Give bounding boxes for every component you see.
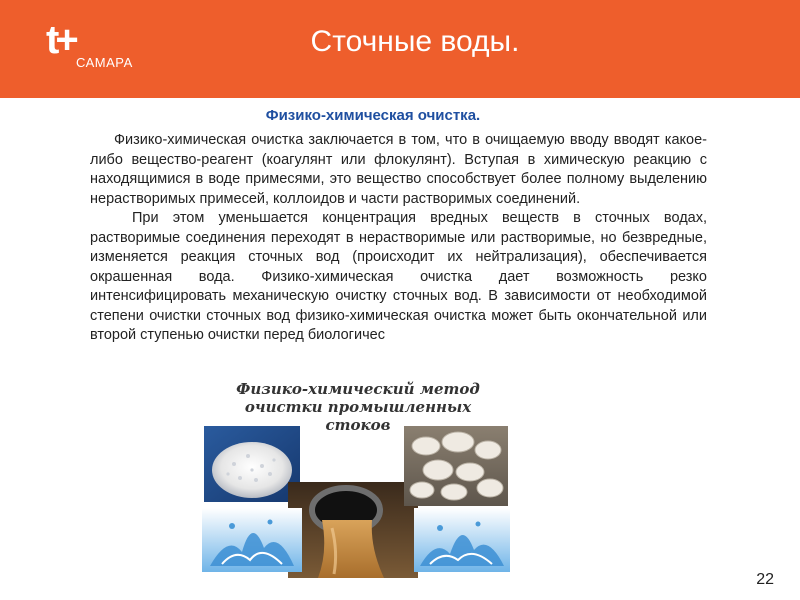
caption-line-2: очистки промышленных <box>244 398 472 416</box>
slide-number: 22 <box>756 571 774 588</box>
caption-line-1: Физико-химический метод <box>236 380 480 398</box>
granules-photo <box>204 426 300 502</box>
pipe-outflow-photo <box>288 482 418 578</box>
caption-line-3: стоков <box>325 416 391 434</box>
logo-symbol: t+ <box>46 18 75 62</box>
paragraph-1: Физико-химическая очистка заключается в том, что в очищаемую вводу вводят какое-либо вещество-реагент (коагулянт или флокулянт). Вступая в химическую реакцию с находящимися в воде примесями, это вещество способствует более полному выделению нерастворимых примесей, коллоидов и части растворимых соединений. <box>90 132 707 207</box>
section-subtitle: Физико-химическая очистка. <box>265 107 481 124</box>
stones-photo <box>404 426 508 506</box>
body-text <box>90 131 707 346</box>
company-logo <box>46 20 146 74</box>
illustration-collage <box>198 378 518 578</box>
water-splash-left-photo <box>202 508 302 572</box>
paragraph-2: При этом уменьшается концентрация вредных веществ в сточных водах, растворимые соединения переходят в нерастворимые или растворимые, но безвредные, изменяется реакция сточных вод (происходит их нейтрализация), обеспечивается окрашенная вода. Физико-химическая очистка дает возможность резко интенсифицировать механическую очистку сточных вод. В зависимости от необходимой степени очистки сточных вод физико-химическая очистка может быть окончательной или второй ступенью очистки перед биологичес <box>90 210 707 343</box>
slide-title: Сточные воды. <box>310 25 520 58</box>
header-bar <box>0 0 800 98</box>
logo-text: САМАРА <box>76 55 133 70</box>
water-splash-right-photo <box>414 508 510 572</box>
